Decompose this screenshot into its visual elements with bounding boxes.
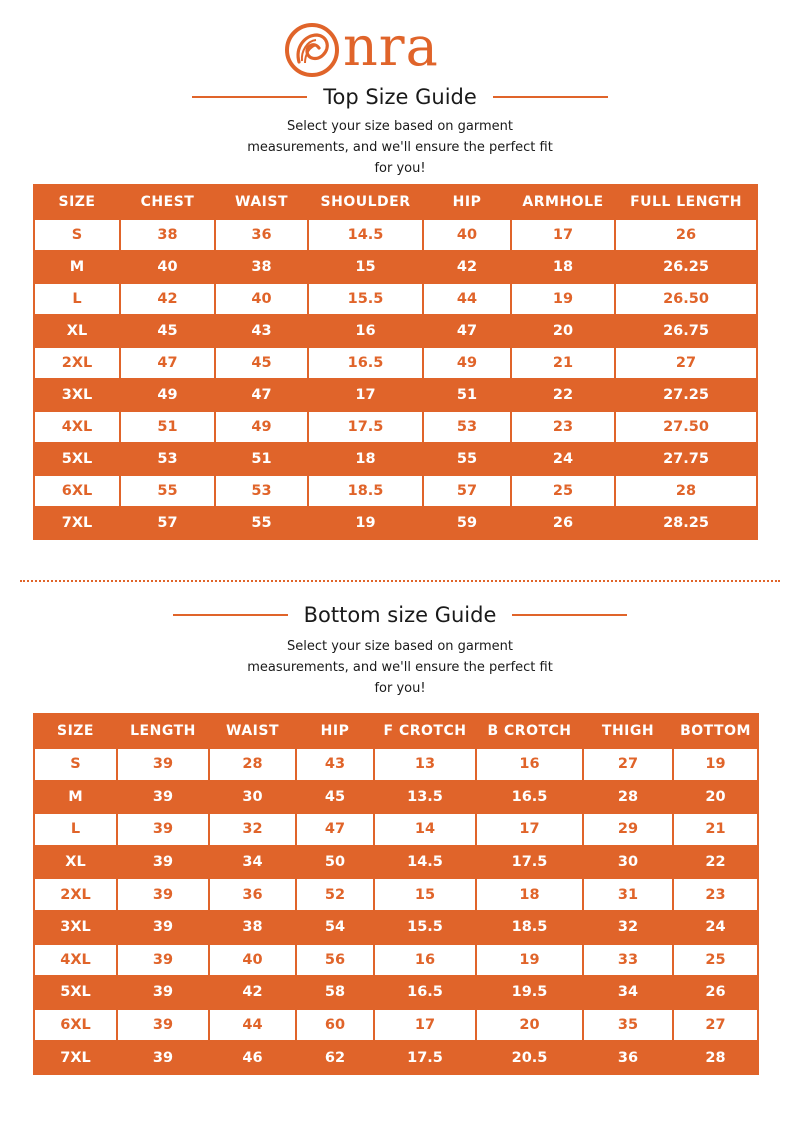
- measurement-cell: 21: [673, 813, 758, 846]
- measurement-cell: 47: [423, 315, 511, 347]
- table-row: [34, 443, 757, 475]
- measurement-cell: 27: [673, 1009, 758, 1042]
- measurement-cell: 39: [117, 1041, 209, 1074]
- measurement-cell: 40: [423, 219, 511, 251]
- measurement-cell: 16: [374, 944, 476, 977]
- measurement-cell: 38: [215, 251, 308, 283]
- measurement-cell: 36: [215, 219, 308, 251]
- measurement-cell: 24: [511, 443, 615, 475]
- bottom-guide-title: Bottom size Guide: [303, 603, 497, 627]
- measurement-cell: 23: [511, 411, 615, 443]
- measurement-cell: 26: [615, 219, 757, 251]
- measurement-cell: 18.5: [308, 475, 423, 507]
- measurement-cell: 30: [209, 781, 296, 814]
- bottom-guide-header: [0, 600, 800, 630]
- table-row: [34, 976, 758, 1009]
- measurement-cell: 43: [296, 748, 374, 781]
- measurement-cell: 38: [120, 219, 215, 251]
- size-label-cell: 2XL: [34, 347, 120, 379]
- measurement-cell: 17.5: [476, 846, 583, 879]
- measurement-cell: 19: [673, 748, 758, 781]
- measurement-cell: 54: [296, 911, 374, 944]
- size-label-cell: M: [34, 781, 117, 814]
- size-label-cell: 7XL: [34, 507, 120, 539]
- measurement-cell: 45: [120, 315, 215, 347]
- size-label-cell: L: [34, 283, 120, 315]
- table-header-row: [34, 185, 757, 219]
- measurement-cell: 27.50: [615, 411, 757, 443]
- measurement-cell: 16.5: [374, 976, 476, 1009]
- measurement-cell: 19: [308, 507, 423, 539]
- measurement-cell: 28: [673, 1041, 758, 1074]
- measurement-cell: 44: [209, 1009, 296, 1042]
- size-label-cell: 5XL: [34, 443, 120, 475]
- table-row: [34, 315, 757, 347]
- measurement-cell: 17.5: [374, 1041, 476, 1074]
- measurement-cell: 53: [215, 475, 308, 507]
- size-label-cell: 3XL: [34, 911, 117, 944]
- column-header: WAIST: [215, 185, 308, 219]
- measurement-cell: 17: [511, 219, 615, 251]
- measurement-cell: 32: [583, 911, 673, 944]
- measurement-cell: 36: [209, 878, 296, 911]
- measurement-cell: 31: [583, 878, 673, 911]
- measurement-cell: 26: [511, 507, 615, 539]
- top-size-table: [33, 184, 758, 540]
- size-label-cell: 4XL: [34, 411, 120, 443]
- measurement-cell: 20: [511, 315, 615, 347]
- measurement-cell: 55: [120, 475, 215, 507]
- table-row: [34, 251, 757, 283]
- column-header: FULL LENGTH: [615, 185, 757, 219]
- size-label-cell: 6XL: [34, 475, 120, 507]
- subtitle-line: Select your size based on garment: [287, 119, 513, 134]
- table-row: [34, 944, 758, 977]
- measurement-cell: 19: [476, 944, 583, 977]
- measurement-cell: 32: [209, 813, 296, 846]
- column-header: SIZE: [34, 714, 117, 748]
- measurement-cell: 17.5: [308, 411, 423, 443]
- measurement-cell: 40: [215, 283, 308, 315]
- column-header: B CROTCH: [476, 714, 583, 748]
- measurement-cell: 20: [673, 781, 758, 814]
- table-row: [34, 1041, 758, 1074]
- table-row: [34, 347, 757, 379]
- measurement-cell: 58: [296, 976, 374, 1009]
- measurement-cell: 52: [296, 878, 374, 911]
- size-label-cell: XL: [34, 315, 120, 347]
- measurement-cell: 21: [511, 347, 615, 379]
- subtitle-line: for you!: [374, 161, 426, 176]
- top-guide-subtitle: [0, 116, 800, 179]
- measurement-cell: 27.75: [615, 443, 757, 475]
- measurement-cell: 53: [423, 411, 511, 443]
- measurement-cell: 51: [120, 411, 215, 443]
- column-header: F CROTCH: [374, 714, 476, 748]
- measurement-cell: 55: [215, 507, 308, 539]
- column-header: HIP: [296, 714, 374, 748]
- measurement-cell: 29: [583, 813, 673, 846]
- measurement-cell: 17: [308, 379, 423, 411]
- table-row: [34, 507, 757, 539]
- size-label-cell: 3XL: [34, 379, 120, 411]
- title-rule-right: [493, 96, 608, 98]
- measurement-cell: 16.5: [476, 781, 583, 814]
- size-label-cell: M: [34, 251, 120, 283]
- measurement-cell: 13: [374, 748, 476, 781]
- measurement-cell: 18: [476, 878, 583, 911]
- measurement-cell: 17: [374, 1009, 476, 1042]
- measurement-cell: 19: [511, 283, 615, 315]
- subtitle-line: measurements, and we'll ensure the perfect fit: [247, 140, 553, 155]
- measurement-cell: 39: [117, 846, 209, 879]
- measurement-cell: 39: [117, 781, 209, 814]
- measurement-cell: 59: [423, 507, 511, 539]
- table-row: [34, 379, 757, 411]
- measurement-cell: 28: [615, 475, 757, 507]
- brand-logo: [283, 15, 483, 80]
- measurement-cell: 16: [476, 748, 583, 781]
- measurement-cell: 34: [583, 976, 673, 1009]
- measurement-cell: 45: [296, 781, 374, 814]
- measurement-cell: 18: [308, 443, 423, 475]
- table-row: [34, 411, 757, 443]
- title-rule-left: [173, 614, 288, 616]
- column-header: SIZE: [34, 185, 120, 219]
- measurement-cell: 28: [583, 781, 673, 814]
- measurement-cell: 22: [673, 846, 758, 879]
- measurement-cell: 51: [423, 379, 511, 411]
- measurement-cell: 42: [120, 283, 215, 315]
- measurement-cell: 17: [476, 813, 583, 846]
- top-guide-header: [0, 82, 800, 112]
- measurement-cell: 55: [423, 443, 511, 475]
- measurement-cell: 16: [308, 315, 423, 347]
- shell-spiral-o-icon: [283, 21, 341, 79]
- measurement-cell: 24: [673, 911, 758, 944]
- table-row: [34, 283, 757, 315]
- size-label-cell: XL: [34, 846, 117, 879]
- measurement-cell: 26.50: [615, 283, 757, 315]
- measurement-cell: 56: [296, 944, 374, 977]
- column-header: WAIST: [209, 714, 296, 748]
- measurement-cell: 14: [374, 813, 476, 846]
- measurement-cell: 39: [117, 878, 209, 911]
- size-label-cell: 5XL: [34, 976, 117, 1009]
- measurement-cell: 27: [615, 347, 757, 379]
- measurement-cell: 20: [476, 1009, 583, 1042]
- size-label-cell: 6XL: [34, 1009, 117, 1042]
- measurement-cell: 60: [296, 1009, 374, 1042]
- column-header: HIP: [423, 185, 511, 219]
- measurement-cell: 39: [117, 911, 209, 944]
- measurement-cell: 15.5: [308, 283, 423, 315]
- measurement-cell: 13.5: [374, 781, 476, 814]
- measurement-cell: 47: [120, 347, 215, 379]
- table-row: [34, 219, 757, 251]
- measurement-cell: 53: [120, 443, 215, 475]
- bottom-size-table: [33, 713, 759, 1075]
- measurement-cell: 18.5: [476, 911, 583, 944]
- measurement-cell: 51: [215, 443, 308, 475]
- measurement-cell: 39: [117, 748, 209, 781]
- size-label-cell: S: [34, 219, 120, 251]
- top-guide-title: Top Size Guide: [323, 85, 477, 109]
- column-header: BOTTOM: [673, 714, 758, 748]
- measurement-cell: 26.25: [615, 251, 757, 283]
- size-label-cell: 7XL: [34, 1041, 117, 1074]
- size-label-cell: L: [34, 813, 117, 846]
- measurement-cell: 20.5: [476, 1041, 583, 1074]
- column-header: SHOULDER: [308, 185, 423, 219]
- measurement-cell: 15: [308, 251, 423, 283]
- subtitle-line: for you!: [374, 681, 426, 696]
- measurement-cell: 40: [209, 944, 296, 977]
- measurement-cell: 25: [511, 475, 615, 507]
- measurement-cell: 15.5: [374, 911, 476, 944]
- subtitle-line: measurements, and we'll ensure the perfect fit: [247, 660, 553, 675]
- measurement-cell: 38: [209, 911, 296, 944]
- column-header: ARMHOLE: [511, 185, 615, 219]
- measurement-cell: 30: [583, 846, 673, 879]
- measurement-cell: 15: [374, 878, 476, 911]
- measurement-cell: 43: [215, 315, 308, 347]
- measurement-cell: 35: [583, 1009, 673, 1042]
- measurement-cell: 46: [209, 1041, 296, 1074]
- measurement-cell: 47: [215, 379, 308, 411]
- measurement-cell: 23: [673, 878, 758, 911]
- measurement-cell: 19.5: [476, 976, 583, 1009]
- measurement-cell: 34: [209, 846, 296, 879]
- table-row: [34, 911, 758, 944]
- table-row: [34, 1009, 758, 1042]
- column-header: THIGH: [583, 714, 673, 748]
- measurement-cell: 36: [583, 1041, 673, 1074]
- measurement-cell: 39: [117, 944, 209, 977]
- measurement-cell: 14.5: [374, 846, 476, 879]
- title-rule-left: [192, 96, 307, 98]
- table-row: [34, 781, 758, 814]
- measurement-cell: 39: [117, 976, 209, 1009]
- measurement-cell: 62: [296, 1041, 374, 1074]
- table-row: [34, 846, 758, 879]
- measurement-cell: 47: [296, 813, 374, 846]
- measurement-cell: 26: [673, 976, 758, 1009]
- table-row: [34, 813, 758, 846]
- size-label-cell: 2XL: [34, 878, 117, 911]
- measurement-cell: 45: [215, 347, 308, 379]
- measurement-cell: 57: [423, 475, 511, 507]
- measurement-cell: 39: [117, 813, 209, 846]
- section-divider: [20, 580, 780, 582]
- column-header: CHEST: [120, 185, 215, 219]
- size-label-cell: 4XL: [34, 944, 117, 977]
- subtitle-line: Select your size based on garment: [287, 639, 513, 654]
- brand-name: nra: [343, 15, 439, 78]
- measurement-cell: 14.5: [308, 219, 423, 251]
- title-rule-right: [512, 614, 627, 616]
- measurement-cell: 27: [583, 748, 673, 781]
- measurement-cell: 25: [673, 944, 758, 977]
- table-row: [34, 748, 758, 781]
- measurement-cell: 26.75: [615, 315, 757, 347]
- measurement-cell: 18: [511, 251, 615, 283]
- size-label-cell: S: [34, 748, 117, 781]
- measurement-cell: 28.25: [615, 507, 757, 539]
- measurement-cell: 27.25: [615, 379, 757, 411]
- measurement-cell: 42: [209, 976, 296, 1009]
- measurement-cell: 57: [120, 507, 215, 539]
- table-row: [34, 475, 757, 507]
- measurement-cell: 44: [423, 283, 511, 315]
- measurement-cell: 49: [215, 411, 308, 443]
- table-header-row: [34, 714, 758, 748]
- measurement-cell: 22: [511, 379, 615, 411]
- measurement-cell: 28: [209, 748, 296, 781]
- column-header: LENGTH: [117, 714, 209, 748]
- measurement-cell: 50: [296, 846, 374, 879]
- measurement-cell: 49: [120, 379, 215, 411]
- measurement-cell: 40: [120, 251, 215, 283]
- measurement-cell: 39: [117, 1009, 209, 1042]
- measurement-cell: 16.5: [308, 347, 423, 379]
- measurement-cell: 49: [423, 347, 511, 379]
- table-row: [34, 878, 758, 911]
- measurement-cell: 42: [423, 251, 511, 283]
- bottom-guide-subtitle: [0, 636, 800, 699]
- measurement-cell: 33: [583, 944, 673, 977]
